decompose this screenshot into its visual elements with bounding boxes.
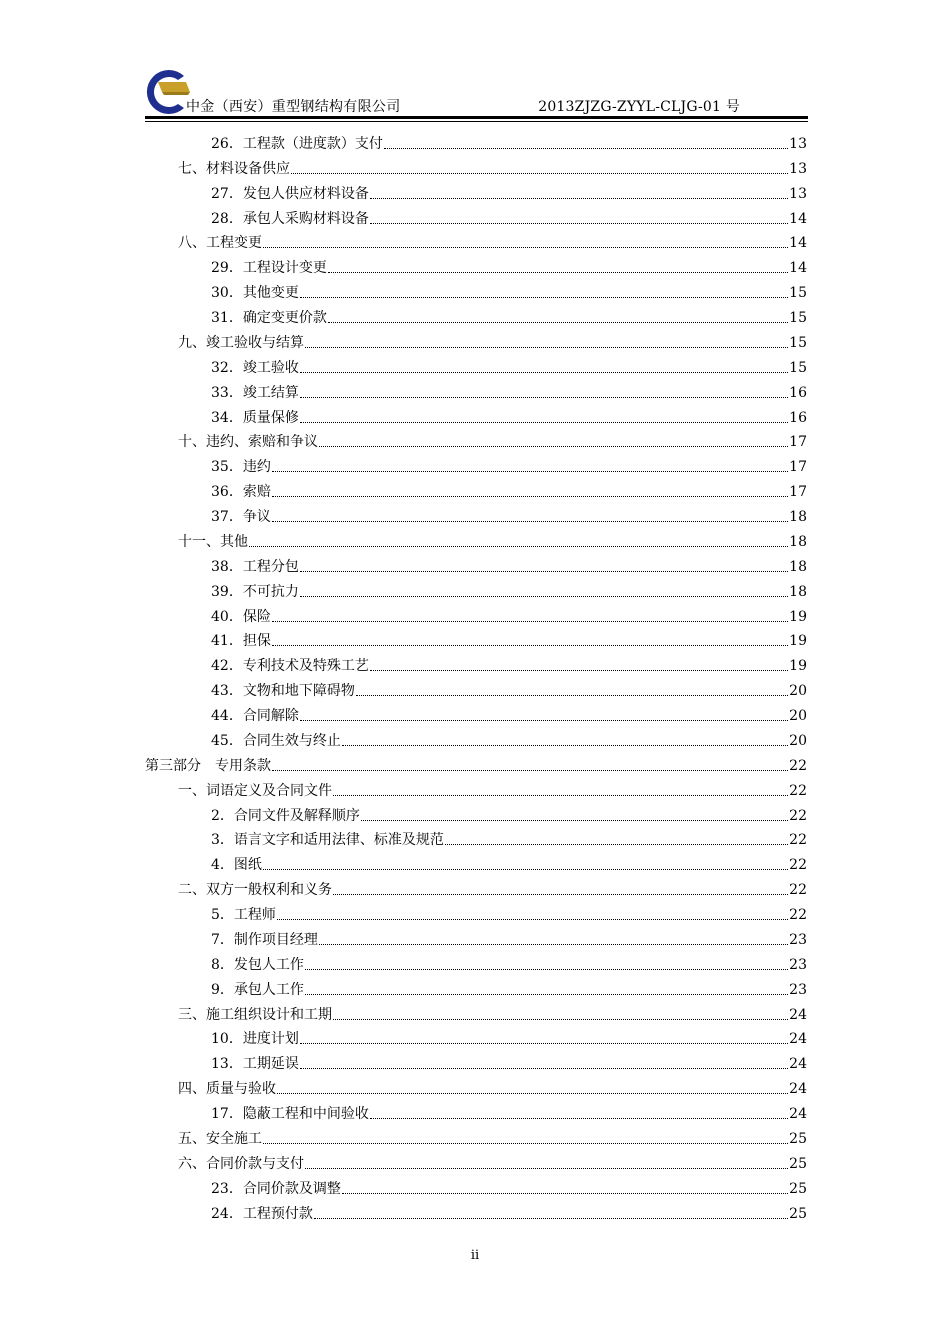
toc-entry-title: 竣工结算 [242,384,299,401]
toc-leader-dots [370,1117,788,1119]
header-rule-thick [145,116,808,119]
toc-entry[interactable] [145,551,807,576]
toc-entry[interactable] [145,999,807,1024]
toc-entry-page: 14 [789,235,807,252]
toc-entry-title: 工程师 [233,907,276,923]
toc-leader-dots [342,1192,788,1194]
toc-entry-title: 质量与验收 [206,1081,276,1098]
toc-entry-number: 5． [211,907,234,923]
toc-entry-number: 9． [211,981,234,998]
toc-entry-title: 专用条款 [215,757,271,774]
toc-entry-number: 13． [211,1056,243,1073]
toc-leader-dots [370,669,788,671]
toc-leader-dots [300,296,788,298]
toc-entry-number: 10． [211,1031,243,1048]
toc-entry-number: 四、 [178,1081,206,1098]
toc-entry[interactable] [145,775,807,800]
toc-entry-title: 保险 [242,608,271,625]
toc-entry-title: 进度计划 [242,1031,299,1048]
toc-entry[interactable] [145,626,807,651]
toc-entry-title: 争议 [242,509,271,525]
toc-entry[interactable] [145,451,807,476]
toc-leader-dots [305,993,788,995]
toc-entry[interactable] [145,1148,807,1173]
toc-entry-page: 18 [789,558,807,575]
toc-leader-dots [300,396,788,398]
toc-entry-page: 24 [789,1056,807,1073]
toc-entry[interactable] [145,402,807,427]
toc-entry-title: 合同文件及解释顺序 [233,807,360,824]
toc-entry-number: 七、 [178,160,206,177]
toc-entry[interactable] [145,302,807,327]
toc-entry-page: 19 [789,658,807,675]
toc-entry[interactable] [145,1098,807,1123]
toc-entry-title: 制作项目经理 [233,931,318,948]
toc-entry-number: 32． [211,359,243,376]
toc-entry[interactable] [145,327,807,352]
toc-leader-dots [272,495,788,497]
toc-entry[interactable] [145,228,807,253]
toc-leader-dots [300,595,788,597]
toc-entry[interactable] [145,1073,807,1098]
toc-entry[interactable] [145,277,807,302]
toc-entry-page: 24 [789,1006,807,1023]
toc-entry-title: 工程分包 [242,558,299,575]
toc-leader-dots [272,520,788,522]
toc-entry[interactable] [145,1173,807,1198]
toc-leader-dots [291,172,788,174]
toc-entry-title: 承包人工作 [233,981,304,998]
toc-entry[interactable] [145,725,807,750]
toc-entry[interactable] [145,700,807,725]
toc-entry[interactable] [145,899,807,924]
toc-entry-number: 2． [211,807,234,824]
toc-entry-page: 15 [789,334,807,351]
toc-leader-dots [300,1067,788,1069]
toc-entry-page: 23 [789,981,807,998]
toc-entry[interactable] [145,153,807,178]
toc-leader-dots [249,545,788,547]
toc-entry-page: 16 [789,384,807,401]
toc-entry-number: 39． [211,583,243,600]
toc-entry-page: 25 [789,1205,807,1222]
toc-entry-title: 合同价款与支付 [206,1155,304,1172]
toc-entry-page: 17 [789,484,807,501]
page-header [140,60,808,122]
toc-entry[interactable] [145,949,807,974]
toc-leader-dots [272,620,788,622]
toc-leader-dots [305,1167,788,1169]
toc-entry-number: 44． [211,708,243,724]
page-number: ii [470,1248,480,1263]
toc-leader-dots [328,271,788,273]
toc-leader-dots [342,744,788,746]
toc-entry-page: 24 [789,1106,807,1122]
toc-entry-page: 22 [789,782,807,799]
toc-leader-dots [277,1092,788,1094]
toc-entry-page: 13 [789,185,807,202]
toc-entry-page: 25 [789,1155,807,1172]
toc-entry[interactable] [145,377,807,402]
toc-entry-title: 确定变更价款 [242,310,327,326]
toc-entry-page: 13 [789,160,807,177]
toc-entry-title: 竣工验收 [242,359,299,376]
toc-entry-number: 45． [211,732,243,749]
toc-leader-dots [300,1042,788,1044]
toc-leader-dots [272,644,788,646]
toc-entry-title: 其他变更 [242,285,299,302]
toc-entry-number: 第三部分 [145,757,215,774]
toc-entry[interactable] [145,974,807,999]
toc-entry-title: 工程设计变更 [242,260,327,277]
toc-entry-title: 文物和地下障碍物 [242,683,355,700]
toc-entry-page: 16 [789,409,807,426]
toc-entry-page: 17 [789,459,807,476]
toc-entry-title: 索赔 [242,484,271,501]
toc-entry-page: 19 [789,608,807,625]
toc-entry-number: 三、 [178,1006,206,1023]
toc-entry-title: 专利技术及特殊工艺 [242,658,369,675]
toc-entry-page: 17 [789,434,807,451]
toc-entry[interactable] [145,750,807,775]
toc-entry-title: 其他 [220,533,248,550]
toc-entry-page: 14 [789,260,807,277]
toc-entry-page: 24 [789,1031,807,1048]
toc-entry-page: 18 [789,533,807,550]
toc-entry[interactable] [145,1198,807,1223]
toc-entry-page: 15 [789,310,807,326]
toc-entry[interactable] [145,576,807,601]
toc-entry-title: 承包人采购材料设备 [242,210,369,227]
toc-entry[interactable] [145,650,807,675]
toc-entry[interactable] [145,924,807,949]
toc-entry-number: 36． [211,484,243,501]
toc-entry-page: 23 [789,931,807,948]
toc-leader-dots [300,719,788,721]
toc-entry-title: 发包人供应材料设备 [242,185,369,202]
header-rule-thin [145,121,808,122]
toc-entry[interactable] [145,128,807,153]
toc-entry-number: 30． [211,285,243,302]
toc-leader-dots [319,445,788,447]
toc-entry[interactable] [145,675,807,700]
toc-leader-dots [333,1018,788,1020]
toc-leader-dots [356,694,788,696]
toc-entry[interactable] [145,874,807,899]
toc-entry-title: 不可抗力 [242,583,299,600]
toc-entry-number: 43． [211,683,243,700]
toc-entry-title: 隐蔽工程和中间验收 [242,1106,369,1122]
toc-leader-dots [333,893,788,895]
toc-entry-title: 发包人工作 [233,956,304,973]
toc-leader-dots [263,868,788,870]
toc-entry-page: 20 [789,683,807,700]
toc-entry[interactable] [145,178,807,203]
toc-leader-dots [333,794,788,796]
toc-entry[interactable] [145,203,807,228]
toc-entry-title: 词语定义及合同文件 [206,782,332,799]
toc-entry-number: 8． [211,956,234,973]
toc-leader-dots [328,321,788,323]
toc-entry-number: 八、 [178,235,206,252]
toc-entry-number: 34． [211,409,243,426]
toc-leader-dots [384,147,788,149]
toc-entry-title: 合同价款及调整 [242,1180,341,1197]
toc-entry-number: 7． [211,931,234,948]
table-of-contents [145,128,807,1223]
toc-leader-dots [305,346,788,348]
toc-entry-number: 31． [211,310,243,326]
toc-entry-title: 合同解除 [242,708,299,724]
toc-entry-title: 施工组织设计和工期 [206,1006,332,1023]
toc-entry-number: 40． [211,608,243,625]
toc-leader-dots [300,371,788,373]
toc-entry-page: 22 [789,857,807,874]
toc-entry-number: 27． [211,185,243,202]
toc-entry-number: 十、 [178,434,206,451]
toc-entry-number: 26． [211,135,243,152]
toc-leader-dots [272,769,788,771]
toc-entry[interactable] [145,1048,807,1073]
toc-entry-title: 工程款（进度款）支付 [242,135,383,152]
toc-entry-number: 3． [211,832,234,849]
toc-entry-page: 22 [789,882,807,899]
toc-entry-title: 语言文字和适用法律、标准及规范 [233,832,444,849]
toc-entry-page: 19 [789,633,807,650]
toc-entry-number: 23． [211,1180,243,1197]
toc-entry[interactable] [145,427,807,452]
toc-leader-dots [277,918,788,920]
toc-entry[interactable] [145,252,807,277]
toc-leader-dots [263,246,788,248]
toc-entry-title: 工程变更 [206,235,262,252]
toc-entry[interactable] [145,352,807,377]
toc-entry-number: 五、 [178,1130,206,1147]
toc-entry-title: 质量保修 [242,409,299,426]
toc-leader-dots [300,421,788,423]
toc-entry-page: 13 [789,135,807,152]
toc-entry-title: 安全施工 [206,1130,262,1147]
toc-entry[interactable] [145,800,807,825]
toc-entry-number: 28． [211,210,243,227]
toc-entry-number: 33． [211,384,243,401]
toc-entry-page: 23 [789,956,807,973]
toc-entry-title: 工期延误 [242,1056,299,1073]
toc-entry-number: 九、 [178,334,206,351]
toc-entry-number: 42． [211,658,243,675]
toc-entry-page: 14 [789,210,807,227]
toc-entry-page: 20 [789,732,807,749]
toc-entry-page: 22 [789,832,807,849]
toc-entry[interactable] [145,601,807,626]
toc-entry-page: 15 [789,359,807,376]
toc-entry-number: 37． [211,509,243,525]
toc-entry-title: 合同生效与终止 [242,732,341,749]
toc-entry-page: 22 [789,757,807,774]
toc-leader-dots [370,197,788,199]
company-name: 中金（西安）重型钢结构有限公司 [186,99,401,115]
toc-entry-page: 25 [789,1130,807,1147]
toc-entry[interactable] [145,1123,807,1148]
toc-leader-dots [445,843,788,845]
toc-leader-dots [305,968,788,970]
toc-entry[interactable] [145,501,807,526]
toc-entry-title: 双方一般权利和义务 [206,882,332,899]
toc-entry-page: 22 [789,907,807,923]
toc-entry-title: 担保 [242,633,271,650]
toc-entry-page: 25 [789,1180,807,1197]
toc-entry-number: 六、 [178,1155,206,1172]
toc-entry-number: 29． [211,260,243,277]
toc-entry-number: 41． [211,633,243,650]
toc-entry-number: 十一、 [178,533,220,550]
toc-entry-number: 38． [211,558,243,575]
toc-entry-number: 35． [211,459,243,476]
toc-entry-number: 二、 [178,882,206,899]
toc-leader-dots [300,570,788,572]
toc-entry-title: 违约 [242,459,271,476]
toc-entry-title: 竣工验收与结算 [206,334,304,351]
toc-entry-page: 15 [789,285,807,302]
toc-entry-number: 24． [211,1205,243,1222]
toc-entry-number: 一、 [178,782,206,799]
toc-entry-title: 工程预付款 [242,1205,313,1222]
toc-entry-title: 材料设备供应 [206,160,290,177]
toc-entry-title: 违约、索赔和争议 [206,434,318,451]
toc-entry[interactable] [145,476,807,501]
toc-entry-number: 17． [211,1106,243,1122]
toc-entry[interactable] [145,825,807,850]
toc-entry-number: 4． [211,857,234,874]
toc-entry-page: 20 [789,708,807,724]
toc-leader-dots [319,943,788,945]
toc-entry-page: 18 [789,583,807,600]
toc-entry[interactable] [145,526,807,551]
toc-entry[interactable] [145,1024,807,1049]
toc-leader-dots [272,470,788,472]
toc-entry[interactable] [145,849,807,874]
toc-leader-dots [263,1142,788,1144]
toc-leader-dots [370,222,788,224]
document-number: 2013ZJZG-ZYYL-CLJG-01 号 [538,99,740,115]
toc-leader-dots [361,819,788,821]
toc-entry-title: 图纸 [233,857,262,874]
toc-leader-dots [314,1217,788,1219]
toc-entry-page: 18 [789,509,807,525]
toc-entry-page: 24 [789,1081,807,1098]
toc-entry-page: 22 [789,807,807,824]
